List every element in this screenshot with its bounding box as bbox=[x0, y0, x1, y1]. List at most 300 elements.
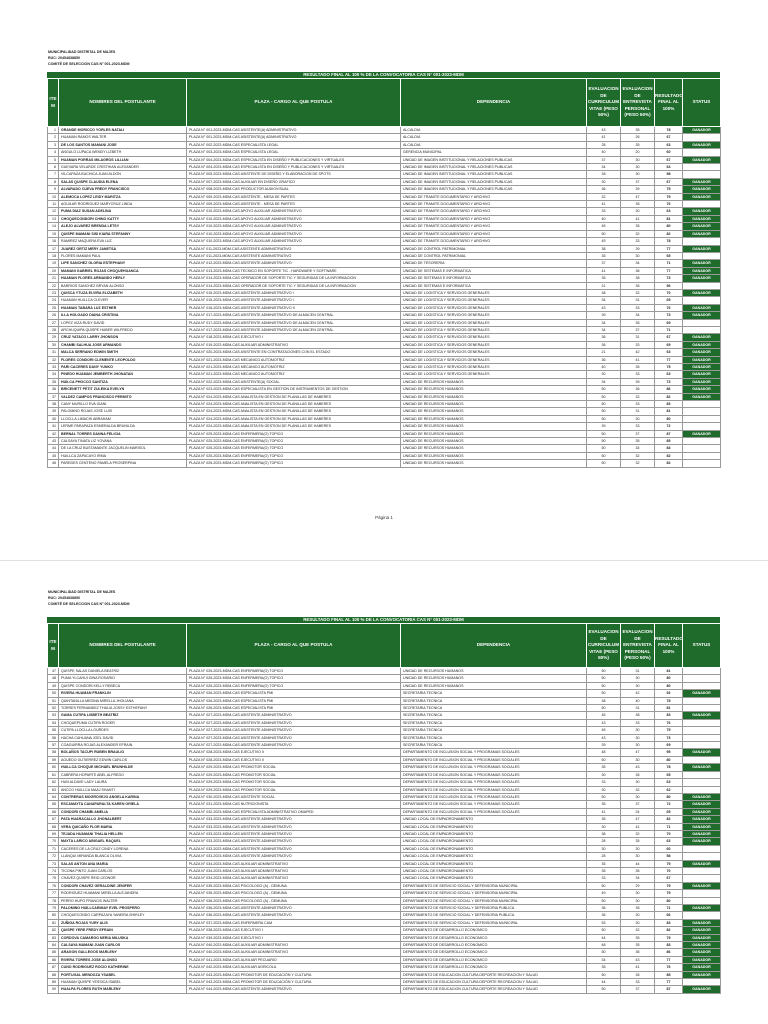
cell-plaza: PLAZA N° 010-2023-MDM-CAS APOYO AUXILIAR ADMINISTRATIVO bbox=[187, 215, 401, 222]
cell-final: 80 bbox=[655, 223, 683, 230]
cell-dependencia: UNIDAD DE RECURSOS HUMANOS bbox=[401, 445, 587, 452]
municipality-name: MUNICIPALIDAD DISTRITAL DE MAJES bbox=[48, 50, 116, 54]
cell-dependencia: UNIDAD DE TRAMITE DOCUMENTARIO Y ARCHIVO bbox=[401, 230, 587, 237]
cell-entrevista: 37 bbox=[621, 986, 655, 993]
cell-dependencia: UNIDAD DE TESORERIA bbox=[401, 260, 587, 267]
cell-dependencia: DEPARTAMENTO DE DESARROLLO ECONOMICO bbox=[401, 964, 587, 971]
cell-final: 95 bbox=[655, 749, 683, 756]
table-row bbox=[48, 808, 721, 815]
cell-entrevista: 35 bbox=[621, 438, 655, 445]
cell-entrevista: 31 bbox=[621, 668, 655, 675]
cell-name: HACHA CAHUANA JOEL DAVID bbox=[59, 734, 187, 741]
cell-dependencia: GERENCIA MUNICIPAL bbox=[401, 149, 587, 156]
cell-plaza: PLAZA N° 029-2023-MDM-CAS PROMOTOR SOCIAL bbox=[187, 771, 401, 778]
cell-name: BARRIOS SANCHEZ BRYAN ALONSO bbox=[59, 282, 187, 289]
cell-dependencia: DEPARTAMENTO DE INCLUSION SOCIAL Y PROGRAMAS SOCIALES bbox=[401, 786, 587, 793]
cell-name: QUISPE SALAS DANIELA BEATRIZ bbox=[59, 668, 187, 675]
cell-name: LERME PARAPAZA ESMERALDA BRUNILDA bbox=[59, 423, 187, 430]
cell-plaza: PLAZA N° 003-2023-MDM-CAS ESPECIALISTA LEGAL bbox=[187, 149, 401, 156]
cell-name: JUAREZ ORTIZ MERY JANETSA bbox=[59, 245, 187, 252]
cell-final: 73 bbox=[655, 312, 683, 319]
cell-cv: 43 bbox=[587, 127, 621, 134]
cell-dependencia: UNIDAD LOCAL DE EMPADRONAMIENTO bbox=[401, 875, 587, 882]
cell-final: 56 bbox=[655, 282, 683, 289]
cell-final: 65 bbox=[655, 252, 683, 259]
cell-item: 10 bbox=[48, 193, 59, 200]
cell-dependencia: UNIDAD DE CONTROL PATRIMONIAL bbox=[401, 245, 587, 252]
cell-dependencia: DEPARTAMENTO DE EDUCACION CULTURA DEPORTE RECREACION Y SALUD bbox=[401, 986, 587, 993]
cell-cv: 37 bbox=[587, 260, 621, 267]
cell-name: PUMA YLCAHUI GINA ROSARIO bbox=[59, 675, 187, 682]
cell-cv: 50 bbox=[587, 668, 621, 675]
table-row bbox=[48, 986, 721, 993]
cell-cv: 35 bbox=[587, 801, 621, 808]
cell-final: 71 bbox=[655, 260, 683, 267]
cell-dependencia: UNIDAD DE RECURSOS HUMANOS bbox=[401, 415, 587, 422]
table-row bbox=[48, 897, 721, 904]
cell-plaza: PLAZA N° 028-2023-MDM-CAS EJECUTIVO II bbox=[187, 756, 401, 763]
cell-entrevista: 39 bbox=[621, 378, 655, 385]
cell-entrevista: 38 bbox=[621, 712, 655, 719]
cell-status bbox=[683, 779, 721, 786]
cell-plaza: PLAZA N° 037-2023-MDM-CAS ENFERMERA CAM bbox=[187, 919, 401, 926]
cell-plaza: PLAZA N° 026-2023-MDM-CAS ESPECIALISTA PMI bbox=[187, 690, 401, 697]
cell-entrevista: 35 bbox=[621, 867, 655, 874]
cell-cv: 30 bbox=[587, 771, 621, 778]
cell-cv: 34 bbox=[587, 164, 621, 171]
cell-dependencia: DEPARTAMENTO DE SERVICIO SOCIAL Y DEFENSORIA MUNICIPAL bbox=[401, 897, 587, 904]
cell-item: 5 bbox=[48, 156, 59, 163]
status-badge: GANADOR bbox=[683, 957, 720, 963]
cell-cv: 45 bbox=[587, 712, 621, 719]
cell-dependencia: DEPARTAMENTO DE SERVICIO SOCIAL Y DEFENSORIA MUNICIPAL bbox=[401, 882, 587, 889]
cell-name: PALOMINO HUILLCARIMAY EVEL PROSPERO bbox=[59, 905, 187, 912]
cell-entrevista: 30 bbox=[621, 890, 655, 897]
cell-name: COAGUIRRA ROJAS ALEXANDER EFRAIN bbox=[59, 742, 187, 749]
cell-entrevista: 36 bbox=[621, 267, 655, 274]
cell-dependencia: UNIDAD DE SISTEMAS E INFORMATICA bbox=[401, 275, 587, 282]
cell-final: 69 bbox=[655, 742, 683, 749]
cell-final: 79 bbox=[655, 882, 683, 889]
cell-dependencia: DEPARTAMENTO DE DESARROLLO ECONOMICO bbox=[401, 949, 587, 956]
cell-final: 67 bbox=[655, 156, 683, 163]
cell-dependencia: DEPARTAMENTO DE INCLUSION SOCIAL Y PROGRAMAS SOCIALES bbox=[401, 756, 587, 763]
cell-dependencia: UNIDAD DE CONTROL PATRIMONIAL bbox=[401, 252, 587, 259]
cell-cv: 50 bbox=[587, 401, 621, 408]
cell-item: 47 bbox=[48, 668, 59, 675]
status-badge: GANADOR bbox=[683, 883, 720, 889]
cell-plaza: PLAZA N° 028-2023-MDM-CAS EJECUTIVO II bbox=[187, 749, 401, 756]
header-cv: EVALUACION DE CURRICULUM VITAE (PESO 50%) bbox=[587, 79, 621, 127]
cell-cv: 50 bbox=[587, 882, 621, 889]
cell-entrevista: 35 bbox=[621, 942, 655, 949]
ruc-number: RUC: 20454838850 bbox=[48, 55, 80, 60]
cell-entrevista: 30 bbox=[621, 756, 655, 763]
cell-name: PINEDO HUAMAN JEMBERTH JHONATAN bbox=[59, 371, 187, 378]
cell-item: 66 bbox=[48, 808, 59, 815]
cell-final: 72 bbox=[655, 801, 683, 808]
cell-item: 29 bbox=[48, 334, 59, 341]
cell-cv: 34 bbox=[587, 956, 621, 963]
table-row bbox=[48, 719, 721, 726]
cell-status bbox=[683, 697, 721, 704]
cell-plaza: PLAZA N° 004-2023-MDM-CAS ESPECIALISTA EN DISEÑO Y PUBLICACIONES Y VIRTUALES bbox=[187, 156, 401, 163]
status-badge: GANADOR bbox=[683, 935, 720, 941]
cell-final: 65 bbox=[655, 808, 683, 815]
cell-name: AGUILAR RODRIGUEZ MARYCRUZ LINDA bbox=[59, 201, 187, 208]
table-row bbox=[48, 727, 721, 734]
cell-entrevista: 32 bbox=[621, 927, 655, 934]
status-badge: GANADOR bbox=[683, 764, 720, 770]
cell-name: CHAVEZ QUISPE REID LEONOR bbox=[59, 875, 187, 882]
cell-status bbox=[683, 734, 721, 741]
cell-item: 14 bbox=[48, 223, 59, 230]
cell-plaza: PLAZA N° 025-2023-MDM-CAS ENFERMERA(O) TOPICO bbox=[187, 445, 401, 452]
cell-status bbox=[683, 979, 721, 986]
cell-final: 67 bbox=[655, 875, 683, 882]
cell-item: 39 bbox=[48, 408, 59, 415]
cell-final: 83 bbox=[655, 712, 683, 719]
cell-plaza: PLAZA N° 032-2023-MDM-CAS ESPECIALISTA ADMINISTRATIVO OMAPED bbox=[187, 808, 401, 815]
cell-plaza: PLAZA N° 034-2023-MDM-CAS AUXILIAR ADMINISTRATIVO bbox=[187, 875, 401, 882]
cell-item: 78 bbox=[48, 897, 59, 904]
cell-item: 16 bbox=[48, 238, 59, 245]
cell-item: 51 bbox=[48, 697, 59, 704]
cell-plaza: PLAZA N° 024-2023-MDM-CAS ANALISTA EN GESTION DE PLANILLAS DE HABERES bbox=[187, 401, 401, 408]
cell-plaza: PLAZA N° 012-2023-MDM-CAS ASISTENTE ADMINISTRATIVO bbox=[187, 260, 401, 267]
cell-cv: 43 bbox=[587, 304, 621, 311]
cell-dependencia: UNIDAD LOCAL DE EMPADRONAMIENTO bbox=[401, 816, 587, 823]
status-badge: GANADOR bbox=[683, 972, 720, 978]
cell-final: 79 bbox=[655, 890, 683, 897]
status-badge: GANADOR bbox=[683, 179, 720, 185]
cell-cv: 34 bbox=[587, 319, 621, 326]
cell-dependencia: UNIDAD DE TRAMITE DOCUMENTARIO Y ARCHIVO bbox=[401, 223, 587, 230]
cell-cv: 48 bbox=[587, 942, 621, 949]
cell-name: QUISPE MAMANI SISI KIARA STEFANNY bbox=[59, 230, 187, 237]
cell-status bbox=[683, 793, 721, 800]
cell-cv: 40 bbox=[587, 215, 621, 222]
status-badge: GANADOR bbox=[683, 275, 720, 281]
cell-plaza: PLAZA N° 033-2023-MDM-CAS ASISTENTE ADMINISTRATIVO bbox=[187, 845, 401, 852]
cell-item: 53 bbox=[48, 712, 59, 719]
cell-plaza: PLAZA N° 033-2023-MDM-CAS ASISTENTE ADMINISTRATIVO bbox=[187, 816, 401, 823]
cell-plaza: PLAZA N° 043-2023-MDM-CAS PROMOTOR DE EDUCACIÓN Y CULTURA bbox=[187, 979, 401, 986]
cell-name: ARAGON GALLEGOS MARLENY bbox=[59, 949, 187, 956]
cell-dependencia: DEPARTAMENTO DE INCLUSION SOCIAL Y PROGRAMAS SOCIALES bbox=[401, 793, 587, 800]
cell-dependencia: SECRETARIA TECNICA bbox=[401, 705, 587, 712]
cell-cv: 35 bbox=[587, 275, 621, 282]
cell-entrevista: 47 bbox=[621, 816, 655, 823]
cell-cv: 36 bbox=[587, 186, 621, 193]
cell-final: 58 bbox=[655, 171, 683, 178]
cell-name: CONTRERAS MOGROVEJO ANGELA KARINA bbox=[59, 793, 187, 800]
cell-plaza: PLAZA N° 017-2023-MDM-CAS ASISTENTE ADMINISTRATIVO DE ALMACEN CENTRAL bbox=[187, 326, 401, 333]
cell-entrevista: 35 bbox=[621, 971, 655, 978]
cell-plaza: PLAZA N° 025-2023-MDM-CAS ENFERMERA(O) TOPICO bbox=[187, 452, 401, 459]
table-row bbox=[48, 801, 721, 808]
cell-cv: 50 bbox=[587, 927, 621, 934]
cell-plaza: PLAZA N° 004-2023-MDM-CAS ESPECIALISTA EN DISEÑO Y PUBLICACIONES Y VIRTUALES bbox=[187, 164, 401, 171]
cell-name: PALOMINO ROJAS JOSE LUIS bbox=[59, 408, 187, 415]
cell-entrevista: 29 bbox=[621, 882, 655, 889]
cell-dependencia: UNIDAD DE LOGISTICA Y SERVICIOS GENERALES bbox=[401, 319, 587, 326]
cell-entrevista: 30 bbox=[621, 779, 655, 786]
cell-entrevista: 30 bbox=[621, 156, 655, 163]
status-badge: GANADOR bbox=[683, 305, 720, 311]
cell-entrevista: 41 bbox=[621, 215, 655, 222]
cell-item: 30 bbox=[48, 341, 59, 348]
status-badge: GANADOR bbox=[683, 905, 720, 911]
cell-name: SALAS QUISPE CLAUDIA ELENA bbox=[59, 178, 187, 185]
cell-dependencia: UNIDAD DE RECURSOS HUMANOS bbox=[401, 675, 587, 682]
cell-cv: 40 bbox=[587, 364, 621, 371]
cell-item: 34 bbox=[48, 371, 59, 378]
cell-name: HUALPA FLORES RUTH MARLENY bbox=[59, 986, 187, 993]
cell-dependencia: UNIDAD LOCAL DE EMPADRONAMIENTO bbox=[401, 838, 587, 845]
cell-entrevista: 30 bbox=[621, 897, 655, 904]
cell-item: 54 bbox=[48, 719, 59, 726]
header-entrevista: EVALUACION DE ENTREVISTA PERSONAL (PESO 50%) bbox=[621, 79, 655, 127]
cell-cv: 38 bbox=[587, 697, 621, 704]
cell-item: 32 bbox=[48, 356, 59, 363]
table-row bbox=[48, 919, 721, 926]
cell-final: 63 bbox=[655, 371, 683, 378]
cell-item: 57 bbox=[48, 742, 59, 749]
cell-entrevista: 31 bbox=[621, 705, 655, 712]
table-row bbox=[48, 779, 721, 786]
cell-entrevista: 35 bbox=[621, 127, 655, 134]
status-badge: GANADOR bbox=[683, 186, 720, 192]
table-row bbox=[48, 771, 721, 778]
cell-item: 62 bbox=[48, 779, 59, 786]
cell-name: QUISPE CONDORI KELLY REBECA bbox=[59, 682, 187, 689]
cell-plaza: PLAZA N° 029-2023-MDM-CAS PROMOTOR SOCIAL bbox=[187, 764, 401, 771]
cell-plaza: PLAZA N° 020-2023-MDM-CAS ASISTENTE EN CONTRATACIONES CON EL ESTADO bbox=[187, 349, 401, 356]
cell-cv: 50 bbox=[587, 415, 621, 422]
cell-item: 37 bbox=[48, 393, 59, 400]
status-badge: GANADOR bbox=[683, 712, 720, 718]
cell-item: 88 bbox=[48, 971, 59, 978]
cell-dependencia: UNIDAD DE TRAMITE DOCUMENTARIO Y ARCHIVO bbox=[401, 193, 587, 200]
cell-cv: 50 bbox=[587, 986, 621, 993]
cell-dependencia: DEPARTAMENTO DE SERVICIO SOCIAL Y DEFENSORIA MUNICIPAL bbox=[401, 890, 587, 897]
cell-item: 90 bbox=[48, 986, 59, 993]
cell-name: CHAMBI SALHUA JOSE ARMANDO bbox=[59, 341, 187, 348]
cell-final: 82 bbox=[655, 230, 683, 237]
status-badge: GANADOR bbox=[683, 690, 720, 696]
cell-dependencia: UNIDAD LOCAL DE EMPADRONAMIENTO bbox=[401, 860, 587, 867]
cell-item: 13 bbox=[48, 215, 59, 222]
cell-item: 77 bbox=[48, 890, 59, 897]
table-row bbox=[48, 853, 721, 860]
cell-name: HUN ALDAVE LADY LAURA bbox=[59, 779, 187, 786]
table-row bbox=[48, 882, 721, 889]
cell-entrevista: 34 bbox=[621, 260, 655, 267]
cell-cv: 36 bbox=[587, 341, 621, 348]
cell-item: 84 bbox=[48, 942, 59, 949]
cell-entrevista: 36 bbox=[621, 949, 655, 956]
cell-entrevista: 32 bbox=[621, 830, 655, 837]
cell-final: 83 bbox=[655, 942, 683, 949]
cell-entrevista: 30 bbox=[621, 252, 655, 259]
cell-dependencia: DEPARTAMENTO DE SERVICIO SOCIAL Y DEFENSORIA PUBLICA bbox=[401, 912, 587, 919]
cell-cv: 50 bbox=[587, 705, 621, 712]
table-row bbox=[48, 942, 721, 949]
cell-cv: 44 bbox=[587, 979, 621, 986]
cell-final: 69 bbox=[655, 319, 683, 326]
cell-name: BRICENETT PETIT ZULEIKA EVELYN bbox=[59, 386, 187, 393]
cell-dependencia: DEPARTAMENTO DE INCLUSION SOCIAL Y PROGRAMAS SOCIALES bbox=[401, 764, 587, 771]
cell-final: 77 bbox=[655, 267, 683, 274]
table-row bbox=[48, 682, 721, 689]
cell-name: CALSAYA MAMANI JUAN CARLOS bbox=[59, 942, 187, 949]
cell-final: 83 bbox=[655, 919, 683, 926]
cell-entrevista: 32 bbox=[621, 460, 655, 467]
cell-item: 65 bbox=[48, 801, 59, 808]
cell-dependencia: DEPARTAMENTO DE INCLUSION SOCIAL Y PROGRAMAS SOCIALES bbox=[401, 779, 587, 786]
cell-final: 66 bbox=[655, 912, 683, 919]
cell-item: 74 bbox=[48, 867, 59, 874]
cell-item: 58 bbox=[48, 749, 59, 756]
cell-item: 3 bbox=[48, 141, 59, 148]
cell-plaza: PLAZA N° 011-2023-MDM-CAS ASISTENTE ADMINISTRATIVO bbox=[187, 252, 401, 259]
cell-final: 81 bbox=[655, 668, 683, 675]
status-badge: GANADOR bbox=[683, 920, 720, 926]
cell-name: HUILCA PHOCCO SANTIZA bbox=[59, 378, 187, 385]
cell-cv: 50 bbox=[587, 460, 621, 467]
cell-cv: 33 bbox=[587, 208, 621, 215]
cell-plaza: PLAZA N° 010-2023-MDM-CAS APOYO AUXILIAR ADMINISTRATIVO bbox=[187, 230, 401, 237]
cell-final: 65 bbox=[655, 771, 683, 778]
cell-plaza: PLAZA N° 027-2023-MDM-CAS ASISTENTE ADMINISTRATIVO bbox=[187, 727, 401, 734]
cell-name: PARI CACERES DANY YUNKO bbox=[59, 364, 187, 371]
cell-name: VILCAPAZA BUCHICA JUAN ALDON bbox=[59, 171, 187, 178]
cell-dependencia: UNIDAD DE RECURSOS HUMANOS bbox=[401, 452, 587, 459]
cell-cv: 45 bbox=[587, 727, 621, 734]
cell-final: 76 bbox=[655, 201, 683, 208]
cell-final: 73 bbox=[655, 378, 683, 385]
cell-plaza: PLAZA N° 001-2023-MDM-CAS ASISTENTE(A) ADMINISTRATIVO bbox=[187, 127, 401, 134]
status-badge: GANADOR bbox=[683, 816, 720, 822]
cell-item: 31 bbox=[48, 349, 59, 356]
header-item: ITE M bbox=[48, 624, 59, 668]
cell-final: 62 bbox=[655, 786, 683, 793]
cell-name: HUILLCA ZAPACAYO IRMA bbox=[59, 452, 187, 459]
table-row bbox=[48, 734, 721, 741]
cell-plaza: PLAZA N° 025-2023-MDM-CAS ENFERMERA(O) TOPICO bbox=[187, 668, 401, 675]
cell-dependencia: ALCALDIA bbox=[401, 141, 587, 148]
cell-dependencia: UNIDAD DE RECURSOS HUMANOS bbox=[401, 423, 587, 430]
cell-entrevista: 42 bbox=[621, 349, 655, 356]
cell-cv: 28 bbox=[587, 141, 621, 148]
status-badge: GANADOR bbox=[683, 986, 720, 992]
cell-status bbox=[683, 949, 721, 956]
cell-dependencia: UNIDAD DE RECURSOS HUMANOS bbox=[401, 393, 587, 400]
cell-entrevista: 37 bbox=[621, 326, 655, 333]
cell-item: 43 bbox=[48, 438, 59, 445]
cell-name: CHOQUECONDORI CHINO KATTY bbox=[59, 215, 187, 222]
cell-dependencia: UNIDAD DE TRAMITE DOCUMENTARIO Y ARCHIVO bbox=[401, 201, 587, 208]
cell-plaza: PLAZA N° 027-2023-MDM-CAS ASISTENTE ADMINISTRATIVO bbox=[187, 712, 401, 719]
cell-item: 8 bbox=[48, 178, 59, 185]
cell-final: 60 bbox=[655, 845, 683, 852]
status-badge: GANADOR bbox=[683, 208, 720, 214]
cell-plaza: PLAZA N° 001-2023-MDM-CAS ASISTENTE(A) ADMINISTRATIVO bbox=[187, 134, 401, 141]
cell-entrevista: 30 bbox=[621, 415, 655, 422]
cell-item: 61 bbox=[48, 771, 59, 778]
cell-final: 67 bbox=[655, 134, 683, 141]
cell-name: CHOQUECONDO CARPAZAYA YANEIRA SHIRLEY bbox=[59, 912, 187, 919]
cell-final: 71 bbox=[655, 823, 683, 830]
cell-name: PAREDES CENTENO PAMELA PROSERPINA bbox=[59, 460, 187, 467]
status-badge: GANADOR bbox=[683, 290, 720, 296]
cell-dependencia: DEPARTAMENTO DE DESARROLLO ECONOMICO bbox=[401, 934, 587, 941]
header-entrevista: EVALUACION DE ENTREVISTA PERSONAL (PESO 50%) bbox=[621, 624, 655, 668]
results-table-page-2 bbox=[47, 623, 721, 994]
cell-name: TEJADA HUAMANI THALIA HELLEN bbox=[59, 830, 187, 837]
cell-final: 78 bbox=[655, 764, 683, 771]
cell-status bbox=[683, 756, 721, 763]
header-final: RESULTADO FINAL AL 100% bbox=[655, 624, 683, 668]
cell-plaza: PLAZA N° 024-2023-MDM-CAS ANALISTA EN GESTION DE PLANILLAS DE HABERES bbox=[187, 415, 401, 422]
cell-item: 2 bbox=[48, 134, 59, 141]
cell-plaza: PLAZA N° 016-2023-MDM-CAS ASISTENTE ADMINISTRATIVO II bbox=[187, 304, 401, 311]
cell-final: 58 bbox=[655, 853, 683, 860]
cell-item: 35 bbox=[48, 378, 59, 385]
cell-cv: 48 bbox=[587, 749, 621, 756]
cell-item: 71 bbox=[48, 845, 59, 852]
cell-name: CORDOVA CAMARGO NERIA MILUSKA bbox=[59, 934, 187, 941]
cell-name: CALSAYA TINATA LIZ YOVANA bbox=[59, 438, 187, 445]
cell-dependencia: DEPARTAMENTO DE INCLUSION SOCIAL Y PROGRAMAS SOCIALES bbox=[401, 771, 587, 778]
cell-name: GAMA CUTIPA LISBETH BEATRIZ bbox=[59, 712, 187, 719]
cell-item: 64 bbox=[48, 793, 59, 800]
cell-final: 79 bbox=[655, 860, 683, 867]
status-badge: GANADOR bbox=[683, 386, 720, 392]
cell-plaza: PLAZA N° 042-2023-MDM-CAS AUXILIAR AGRICOLA bbox=[187, 964, 401, 971]
cell-final: 86 bbox=[655, 386, 683, 393]
cell-item: 86 bbox=[48, 956, 59, 963]
cell-plaza: PLAZA N° 009-2023-MDM-CAS ASISTENTE - MESA DE PARTES bbox=[187, 201, 401, 208]
cell-final: 63 bbox=[655, 779, 683, 786]
status-badge: GANADOR bbox=[683, 949, 720, 955]
cell-name: PUMA DIAZ SUSAN ADELINA bbox=[59, 208, 187, 215]
table-row bbox=[48, 875, 721, 882]
cell-plaza: PLAZA N° 033-2023-MDM-CAS ASISTENTE ADMINISTRATIVO bbox=[187, 838, 401, 845]
cell-name: AGUEDO GUTIERREZ EDWIN CARLOS bbox=[59, 756, 187, 763]
cell-dependencia: UNIDAD DE IMAGEN INSTITUCIONAL Y RELACIONES PUBLICAS bbox=[401, 164, 587, 171]
cell-plaza: PLAZA N° 035-2023-MDM-CAS PSICOLOGO (A) - DEMUNA bbox=[187, 890, 401, 897]
cell-entrevista: 31 bbox=[621, 334, 655, 341]
cell-status bbox=[683, 764, 721, 771]
cell-status bbox=[683, 890, 721, 897]
cell-name: MALCA SERRANO EDWIN SMITH bbox=[59, 349, 187, 356]
cell-plaza: PLAZA N° 023-2023-MDM-CAS ESPECIALISTA EN GESTION DE INSTRUMENTOS DE GESTION bbox=[187, 386, 401, 393]
cell-plaza: PLAZA N° 014-2023-MDM-CAS OPERADOR DE SOPORTE TIC Y SEGURIDAD DE LA INFORMACION bbox=[187, 282, 401, 289]
cell-final: 73 bbox=[655, 734, 683, 741]
cell-cv: 35 bbox=[587, 816, 621, 823]
cell-cv: 36 bbox=[587, 905, 621, 912]
cell-name: LLOCLLA LIMACHI ABRAHAM bbox=[59, 415, 187, 422]
status-badge: GANADOR bbox=[683, 861, 720, 867]
cell-name: PERRO HUPO FRANCIS WALTER bbox=[59, 897, 187, 904]
cell-dependencia: UNIDAD LOCAL DE EMPADRONAMIENTO bbox=[401, 845, 587, 852]
status-badge: GANADOR bbox=[683, 379, 720, 385]
cell-dependencia: UNIDAD DE IMAGEN INSTITUCIONAL Y RELACIONES PUBLICAS bbox=[401, 156, 587, 163]
header-status: STATUS bbox=[683, 624, 721, 668]
cell-plaza: PLAZA N° 005-2023-MDM-CAS ASISTENTE DE DISEÑO Y ELABORACION DE SPOTS bbox=[187, 171, 401, 178]
